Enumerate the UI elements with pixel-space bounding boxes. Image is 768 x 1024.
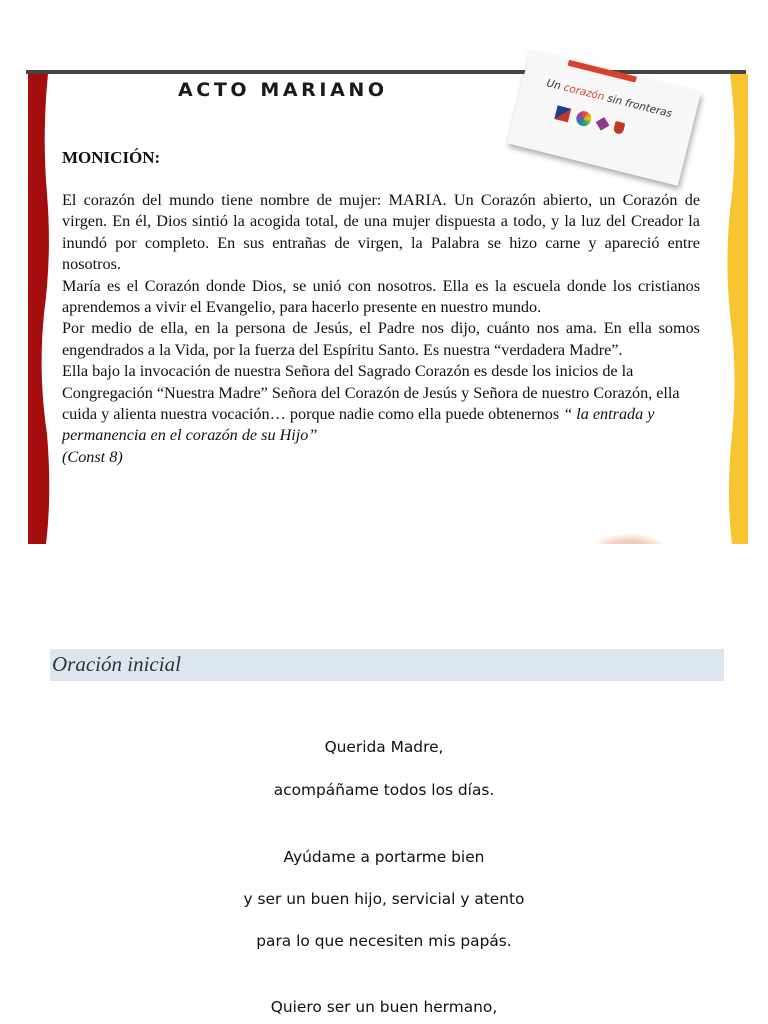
diamond-logo-icon [596,116,610,130]
globe-logo-icon [575,110,593,128]
monicion-heading: MONICIÓN: [62,148,161,167]
booklet-logos [554,104,626,135]
monicion-paragraph: María es el Corazón donde Dios, se unió con nosotros. Ella es la escuela donde los cristianos aprendemos a vivir el Evangelio, para hacerlo presente en nuestro mundo. [62,276,700,317]
prayer-line: acompáñame todos los días. [273,781,495,799]
prayer-line: para lo que necesiten mis papás. [256,932,512,950]
prayer-line: Ayúdame a portarme bien [283,848,485,866]
section-title: Oración inicial [52,652,181,676]
page-gap [0,544,768,564]
top-rule [26,70,746,74]
booklet-red-strip [568,54,639,83]
shield-logo-icon [613,120,626,134]
prayer-line: Querida Madre, [324,738,444,756]
monicion-body [62,190,700,468]
prayer-line: y ser un buen hijo, servicial y atento [243,890,525,908]
booklet-tagline: Un corazón sin fronteras [545,77,674,121]
constitution-quote: “ la entrada y permanencia en el corazón de su Hijo” [62,405,655,445]
constitution-reference: (Const 8) [62,447,123,466]
monicion-paragraph: El corazón del mundo tiene nombre de mujer: MARIA. Un Corazón abierto, un Corazón de virgen. En él, Dios sintió la acogida total, de una mujer dispuesta a todo, y la luz del Creador la inundó por completo. En sus entrañas de virgen, la Palabra se hizo carne y apareció entre nosotros. [62,191,700,274]
document-title: ACTO MARIANO [178,79,388,101]
monicion-paragraph: Por medio de ella, en la persona de Jesús, el Padre nos dijo, cuánto nos ama. En ella somos engendrados a la Vida, por la fuerza del Espíritu Santo. Es nuestra “verdadera Madre”. [62,319,700,359]
left-decorative-band [28,74,50,544]
right-decorative-band [724,74,748,544]
logo-icon [554,105,571,122]
prayer-line: Quiero ser un buen hermano, [270,998,498,1016]
section-header-bar [50,649,724,681]
monicion-paragraph-last: Ella bajo la invocación de nuestra Señora del Sagrado Corazón es desde los inicios de la Congregación “Nuestra Madre” Señora del Corazón de Jesús y Señora de nuestro Corazón, ella cuida y alienta nuestra vocación… porque nadie como ella puede obtenernos “ la entrada y permanencia en el corazón de su Hijo” (Const 8) [62,362,680,466]
